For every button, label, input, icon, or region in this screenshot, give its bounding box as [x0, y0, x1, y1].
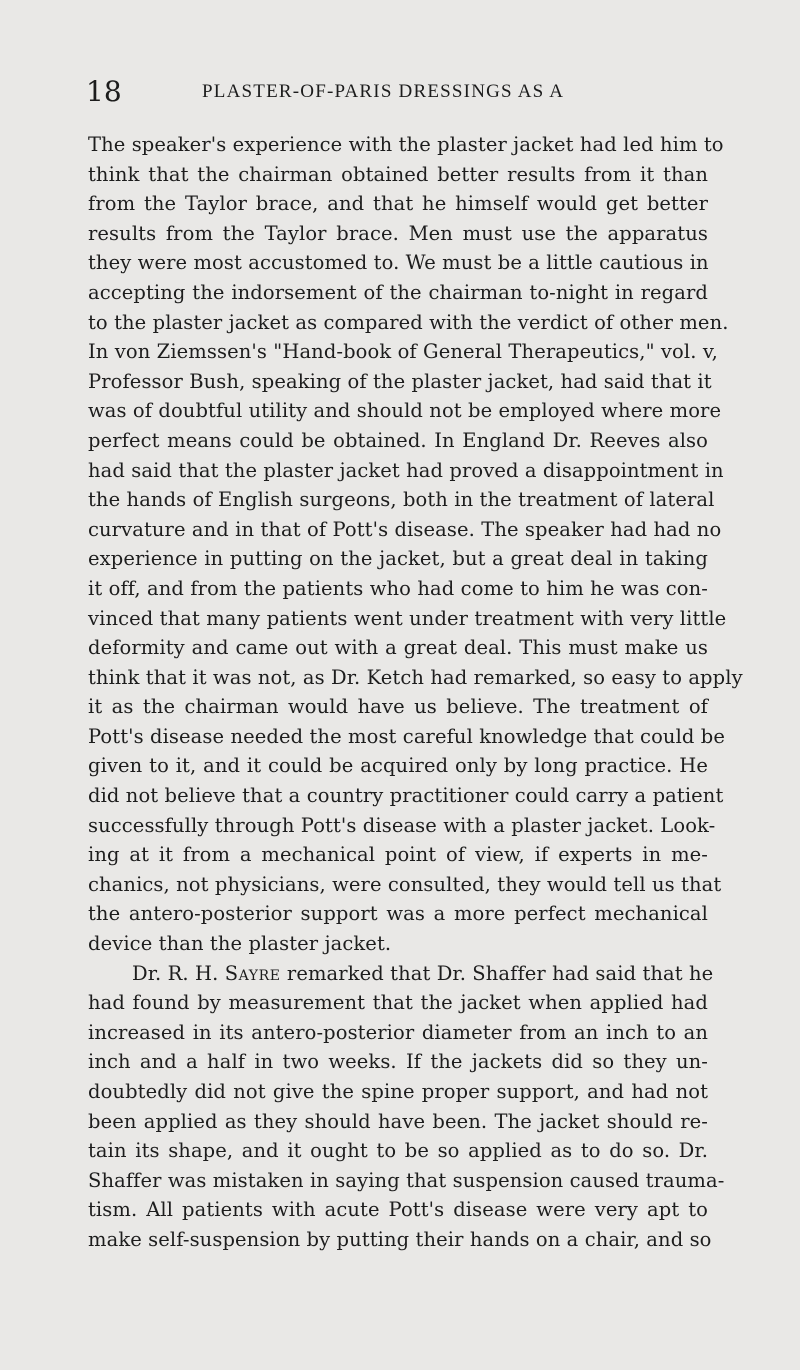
body-text [88, 130, 743, 1255]
text-line: The speaker's experience with the plaster jacket had led him to [88, 133, 724, 156]
text-line: ing at it from a mechanical point of view, if experts in me- [88, 843, 708, 867]
text-line: inch and a half in two weeks. If the jackets did so they un- [88, 1050, 708, 1074]
text-line: had found by measurement that the jacket when applied had [88, 991, 708, 1015]
text-line: think that the chairman obtained better results from it than [88, 162, 708, 186]
text-line: increased in its antero-posterior diameter from an inch to an [88, 1020, 708, 1044]
text-line: had said that the plaster jacket had proved a disappointment in [88, 458, 724, 482]
text-line: tism. All patients with acute Pott's disease were very apt to [88, 1198, 708, 1222]
text-line: experience in putting on the jacket, but a great deal in taking [88, 547, 708, 571]
paragraph-1 [88, 130, 743, 959]
text-line: Professor Bush, speaking of the plaster jacket, had said that it [88, 369, 712, 393]
text-line: successfully through Pott's disease with a plaster jacket. Look- [88, 813, 716, 837]
page-number: 18 [86, 75, 122, 108]
text-line: device than the plaster jacket. [88, 932, 392, 956]
text-line: chanics, not physicians, were consulted, they would tell us that [88, 872, 722, 896]
text-line: In von Ziemssen's "Hand-book of General Therapeutics," vol. v, [88, 340, 718, 364]
text-line: curvature and in that of Pott's disease. The speaker had had no [88, 517, 722, 541]
speaker-prefix: Dr. R. H. [132, 961, 225, 985]
text-line: doubtedly did not give the spine proper support, and had not [88, 1080, 708, 1103]
text-line: vinced that many patients went under treatment with very little [88, 606, 727, 630]
text-line: results from the Taylor brace. Men must use the apparatus [88, 221, 708, 245]
text-line: the hands of English surgeons, both in the treatment of lateral [88, 488, 715, 512]
speaker-name: Sayre [224, 961, 281, 985]
text-line: been applied as they should have been. The jacket should re- [88, 1109, 708, 1133]
first-line-rest: remarked that Dr. Shaffer had said that he [280, 961, 714, 985]
text-line: accepting the indorsement of the chairman to-night in regard [88, 280, 708, 304]
text-line: was of doubtful utility and should not be employed where more [88, 399, 722, 423]
text-line: the antero-posterior support was a more perfect mechanical [88, 902, 708, 926]
text-line: make self-suspension by putting their hands on a chair, and so [88, 1227, 712, 1251]
page-header [86, 74, 706, 110]
text-line: Pott's disease needed the most careful knowledge that could be [88, 724, 726, 748]
text-line: deformity and came out with a great deal. This must make us [88, 636, 708, 660]
text-line: think that it was not, as Dr. Ketch had remarked, so easy to apply [88, 665, 743, 689]
text-line: perfect means could be obtained. In England Dr. Reeves also [88, 428, 708, 452]
text-line: tain its shape, and it ought to be so applied as to do so. Dr. [88, 1139, 708, 1163]
paragraph-2 [88, 959, 725, 1255]
text-line: it off, and from the patients who had come to him he was con- [88, 576, 708, 600]
text-line: it as the chairman would have us believe. The treatment of [88, 695, 708, 719]
text-line: to the plaster jacket as compared with the verdict of other men. [88, 310, 729, 334]
text-line: Shaffer was mistaken in saying that suspension caused trauma- [88, 1168, 725, 1192]
text-line: given to it, and it could be acquired only by long practice. He [88, 754, 708, 778]
text-line: they were most accustomed to. We must be a little cautious in [88, 251, 709, 275]
running-head: PLASTER-OF-PARIS DRESSINGS AS A [202, 81, 565, 102]
text-line: did not believe that a country practitioner could carry a patient [88, 784, 724, 808]
text-line [88, 959, 714, 989]
text-line: from the Taylor brace, and that he himself would get better [88, 192, 708, 216]
